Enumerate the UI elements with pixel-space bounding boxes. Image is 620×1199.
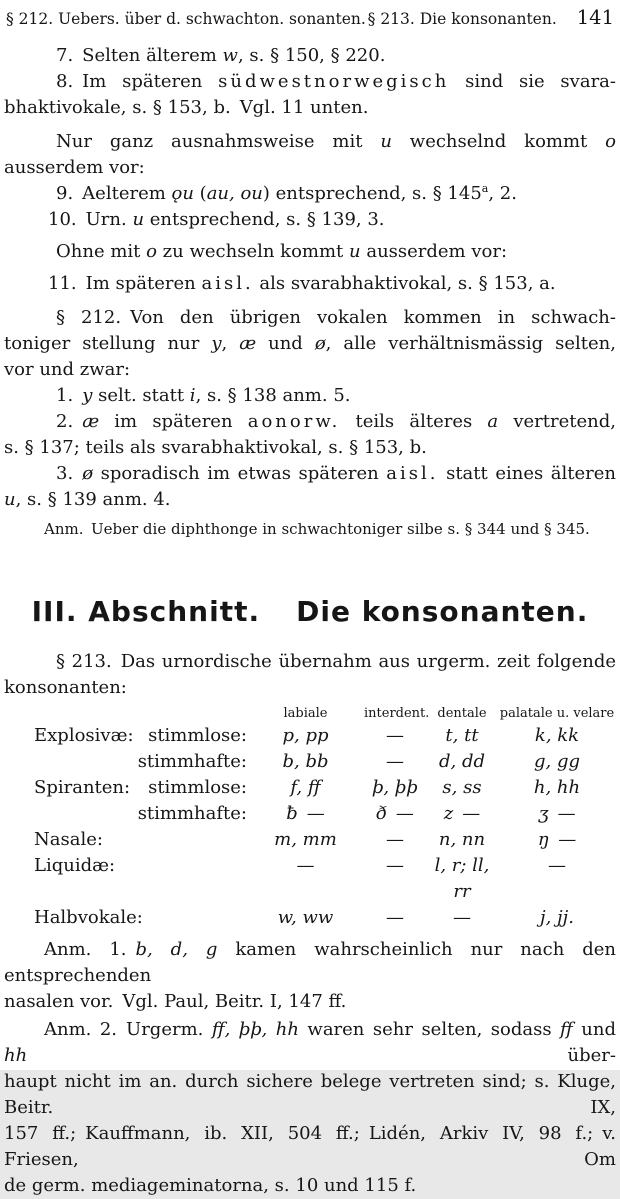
text-segment: 11. Im späteren (48, 273, 202, 294)
phoneme-text: hh (4, 1045, 28, 1066)
running-header-right: § 213. Die konsonanten. (367, 10, 557, 28)
table-row (4, 905, 616, 931)
text-line (4, 517, 616, 541)
phoneme-text: w (222, 45, 238, 66)
table-cell: — (296, 855, 315, 876)
text-line (4, 305, 616, 331)
table-cell: — (548, 855, 566, 876)
phoneme-text: o (146, 241, 157, 262)
text-segment: 1. (56, 385, 83, 406)
phoneme-text: æ (82, 411, 100, 432)
text-segment: entsprechend, s. § 139, 3. (144, 209, 385, 230)
text-line (4, 155, 616, 181)
text-segment: haupt nicht im an. durch sichere belege vertreten sind; s. Kluge, Beitr. IX, (4, 1071, 616, 1118)
text-segment: 157 ff.; Kauffmann, ib. XII, 504 ff.; Lidén, Arkiv IV, 98 f.; v. Friesen, Om (4, 1123, 616, 1170)
column-header: labiale (283, 706, 328, 721)
text-line (4, 649, 616, 675)
table-cell: — (386, 751, 404, 772)
table-row (4, 749, 616, 775)
phoneme-text: u (349, 241, 361, 262)
text-line (4, 989, 616, 1015)
table-cell: j, jj. (540, 907, 574, 928)
table-cell: — (386, 829, 404, 850)
text-segment: und (572, 1019, 616, 1040)
text-line (4, 1017, 616, 1069)
text-segment: bhaktivokale, s. § 153, b. Vgl. 11 unten. (4, 97, 369, 118)
text-line (4, 129, 616, 155)
text-segment: südwestnorwegisch (218, 71, 450, 92)
text-segment: als svarabhaktivokal, s. § 153, a. (253, 273, 556, 294)
phoneme-text: a (487, 411, 499, 432)
phoneme-text: b, d, g (135, 939, 218, 960)
column-header: dentale (437, 706, 487, 721)
text-line (4, 435, 616, 461)
text-segment: Anm. Ueber die diphthonge in schwachtoniger silbe s. § 344 und § 345. (44, 520, 590, 538)
text-line (4, 461, 616, 487)
row-voicing-label: stimmlose: (148, 777, 247, 798)
text-segment: 7. Selten älterem (56, 45, 223, 66)
table-row (4, 827, 616, 853)
row-group-label: Spiranten: (34, 777, 131, 798)
text-line (4, 675, 616, 701)
text-line (4, 181, 616, 207)
section-heading-title: Die konsonanten. (296, 595, 589, 628)
text-segment: 8. Im späteren (56, 71, 219, 92)
table-cell: l, r; ll, rr (434, 855, 490, 902)
table-cell: — (386, 725, 404, 746)
row-voicing-label: stimmhafte: (137, 803, 247, 824)
text-segment: Anm. 1. (44, 939, 136, 960)
text-segment: ausserdem vor: (4, 157, 145, 178)
phoneme-text: u (380, 131, 392, 152)
text-segment: zu wechseln kommt (156, 241, 350, 262)
table-cell: ŋ — (537, 829, 577, 850)
text-line (4, 43, 616, 69)
text-line (4, 331, 616, 357)
text-line (4, 207, 616, 233)
text-line (4, 95, 616, 121)
text-segment: ) entsprechend, s. § 145 (262, 183, 482, 204)
running-header (4, 8, 616, 29)
text-line (4, 1069, 616, 1121)
table-cell: h, hh (533, 777, 581, 798)
text-segment: waren sehr selten, sodass (298, 1019, 561, 1040)
text-line (4, 271, 616, 297)
table-cell: w, ww (277, 907, 334, 928)
text-segment: Anm. 2. Urgerm. (44, 1019, 212, 1040)
text-line (4, 409, 616, 435)
text-segment: über- (27, 1045, 616, 1066)
text-segment: ( (193, 183, 207, 204)
text-segment: , s. § 139 anm. 4. (15, 489, 171, 510)
text-segment: s. § 137; teils als svarabhaktivokal, s. § 153, b. (4, 437, 427, 458)
row-voicing-label: stimmhafte: (137, 751, 247, 772)
table-row (4, 723, 616, 749)
text-segment: Ohne mit (56, 241, 147, 262)
text-segment: teils älteres (340, 411, 488, 432)
table-cell: ƀ — (286, 803, 325, 824)
text-segment: 10. Urn. (48, 209, 133, 230)
consonant-table (4, 705, 616, 931)
text-line (4, 383, 616, 409)
text-segment: sporadisch im etwas späteren (93, 463, 387, 484)
text-segment: , (221, 333, 240, 354)
table-row (4, 801, 616, 827)
table-cell: p, pp (282, 725, 329, 746)
section-heading (4, 593, 616, 631)
text-segment: selt. statt (92, 385, 190, 406)
text-segment: 2. (56, 411, 83, 432)
text-segment: , 2. (488, 183, 517, 204)
phoneme-text: y (82, 385, 93, 406)
text-segment: 3. (56, 463, 83, 484)
phoneme-text: ø (314, 333, 326, 354)
table-cell: d, dd (438, 751, 485, 772)
text-segment: im späteren (99, 411, 248, 432)
phoneme-text: au, ou (206, 183, 263, 204)
table-row (4, 775, 616, 801)
text-segment: statt eines älteren (438, 463, 616, 484)
text-segment: toniger stellung nur (4, 333, 212, 354)
text-segment: vor und zwar: (4, 359, 131, 380)
table-cell: s, ss (442, 777, 482, 798)
row-voicing-label: stimmlose: (148, 725, 247, 746)
phoneme-text: u (4, 489, 16, 510)
text-segment: nasalen vor. Vgl. Paul, Beitr. I, 147 ff. (4, 991, 347, 1012)
text-segment: 9. Aelterem (56, 183, 172, 204)
table-cell: — (386, 907, 404, 928)
body-text (4, 43, 616, 541)
phoneme-text: ǫu (171, 183, 194, 204)
text-segment: a (481, 182, 489, 195)
text-segment: § 213. Das urnordische übernahm aus urgerm. zeit folgende (56, 651, 616, 672)
text-segment: de germ. mediageminatorna, s. 10 und 115 f. (4, 1175, 417, 1196)
phoneme-text: o (605, 131, 616, 152)
text-segment: vertretend, (498, 411, 616, 432)
table-cell: n, nn (438, 829, 486, 850)
phoneme-text: u (132, 209, 145, 230)
text-segment: Nur ganz ausnahmsweise mit (56, 131, 381, 152)
phoneme-text: i (189, 385, 196, 406)
text-segment: aisl. (386, 463, 439, 484)
text-segment: sind sie svara- (449, 71, 616, 92)
text-segment: und (256, 333, 315, 354)
text-segment: aonorw. (247, 411, 341, 432)
table-cell: f, ff (290, 777, 321, 798)
row-group-label: Nasale: (34, 829, 103, 850)
text-segment: , s. § 150, § 220. (237, 45, 386, 66)
table-cell: z — (443, 803, 481, 824)
table-cell: — (453, 907, 471, 928)
text-segment: , s. § 138 anm. 5. (195, 385, 351, 406)
row-group-label: Explosivæ: (34, 725, 134, 746)
table-cell: k, kk (534, 725, 580, 746)
page-number: 141 (576, 6, 614, 29)
text-segment: ausserdem vor: (360, 241, 508, 262)
table-cell: g, gg (533, 751, 580, 772)
table-cell: — (386, 855, 404, 876)
row-group-label: Halbvokale: (34, 907, 143, 928)
running-header-left: § 212. Uebers. über d. schwachton. sonanten. (6, 10, 366, 28)
table-cell: b, bb (282, 751, 329, 772)
text-line (4, 239, 616, 265)
table-cell: ʒ — (538, 803, 576, 824)
phoneme-text: ff, þþ, hh (211, 1019, 299, 1040)
column-header: interdent. (364, 706, 430, 721)
text-line (4, 1121, 616, 1173)
table-cell: m, mm (274, 829, 337, 850)
text-segment: aisl. (201, 273, 254, 294)
phoneme-text: ff (560, 1019, 573, 1040)
text-line (4, 937, 616, 989)
table-cell: t, tt (445, 725, 479, 746)
text-line (4, 69, 616, 95)
notes-text (4, 937, 616, 1199)
text-segment: kamen wahrscheinlich nur nach den entsprechenden (4, 939, 616, 986)
table-cell: ð — (376, 803, 414, 824)
text-line (4, 1173, 616, 1199)
text-segment: § 212. Von den übrigen vokalen kommen in schwach- (56, 307, 616, 328)
phoneme-text: ø (82, 463, 94, 484)
phoneme-text: æ (239, 333, 257, 354)
text-segment: wechselnd kommt (391, 131, 606, 152)
text-line (4, 357, 616, 383)
text-segment: konsonanten: (4, 677, 127, 698)
column-header: palatale u. velare (499, 706, 615, 721)
table-header-row (4, 705, 616, 723)
text-segment: , alle verhältnismässig selten, (325, 333, 616, 354)
intro-text (4, 649, 616, 701)
text-line (4, 487, 616, 513)
row-group-label: Liquidæ: (34, 855, 116, 876)
phoneme-text: y (211, 333, 222, 354)
table-row (4, 853, 616, 905)
table-cell: þ, þþ (372, 777, 418, 798)
section-heading-number: III. Abschnitt. (31, 595, 261, 628)
